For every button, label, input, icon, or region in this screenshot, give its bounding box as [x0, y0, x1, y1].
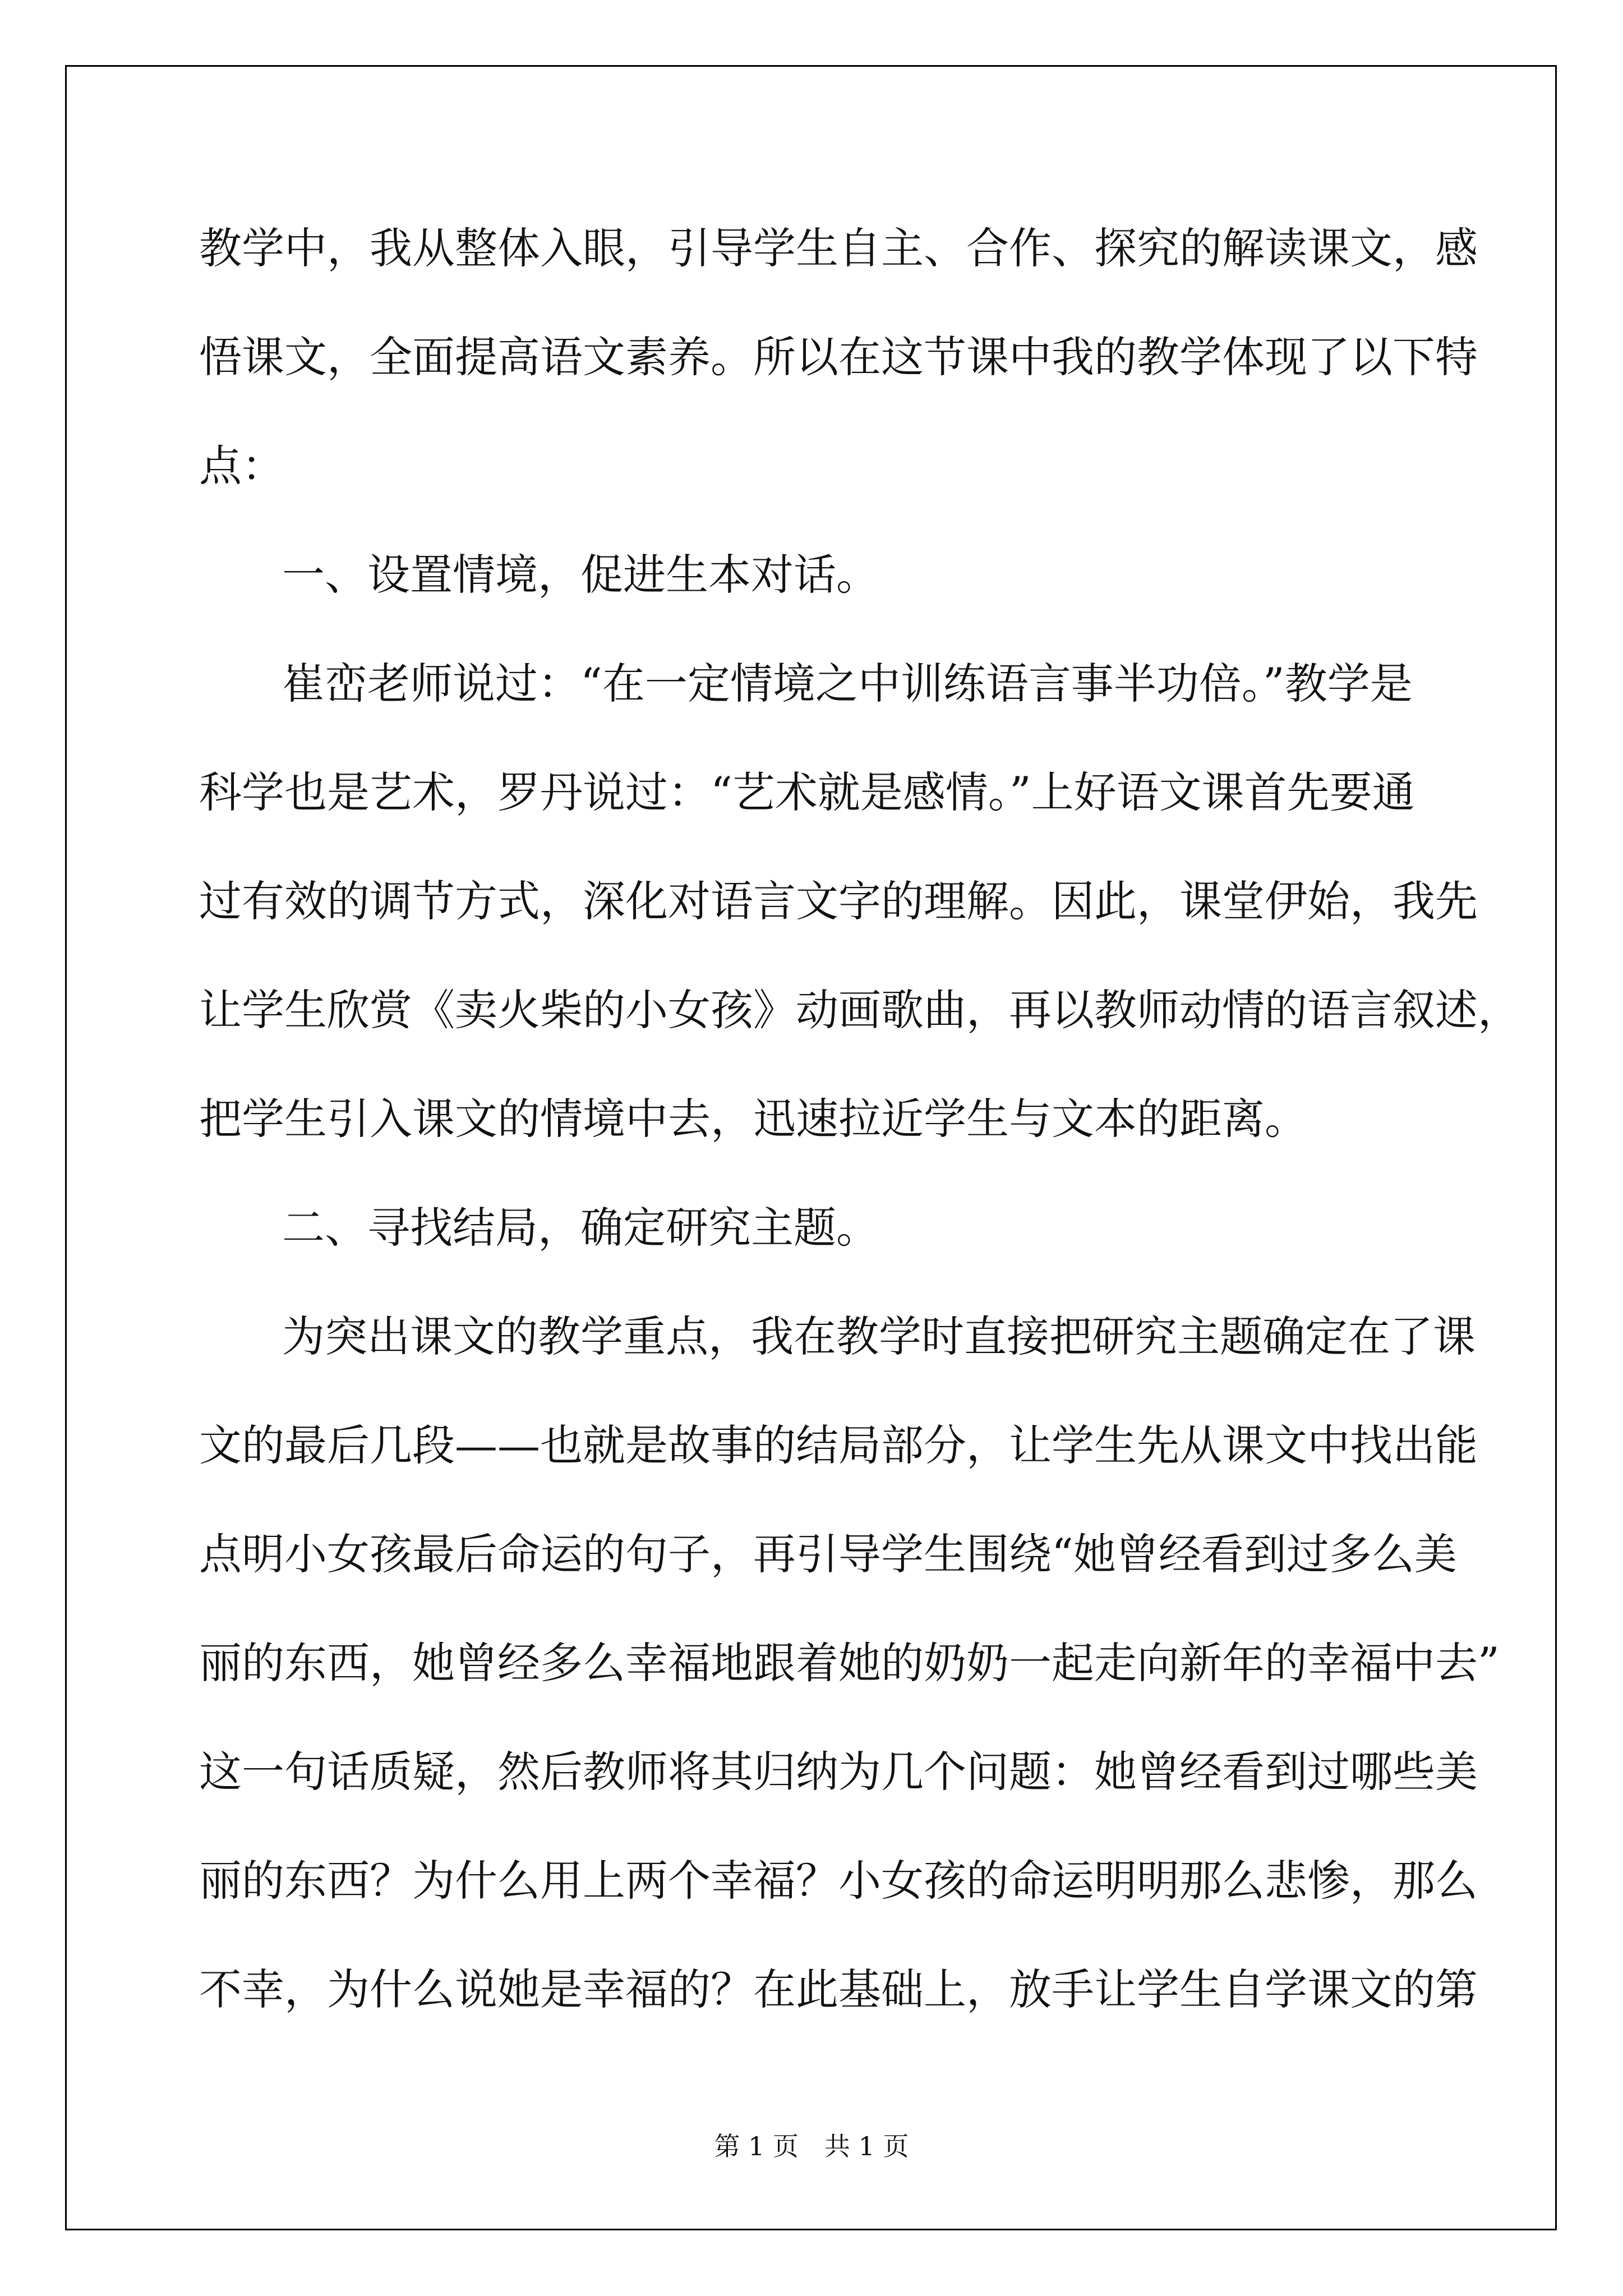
text-line: 让学生欣赏《卖火柴的小女孩》动画歌曲，再以教师动情的语言叙述，: [199, 985, 1520, 1035]
text-line: 不幸，为什么说她是幸福的？在此基础上，放手让学生自学课文的第: [199, 1964, 1478, 2014]
page-footer: [0, 2126, 1623, 2163]
text-line: 这一句话质疑，然后教师将其归纳为几个问题：她曾经看到过哪些美: [199, 1747, 1478, 1797]
text-line: 文的最后几段——也就是故事的结局部分，让学生先从课文中找出能: [199, 1420, 1478, 1470]
text-line: 崔峦老师说过：“在一定情境之中训练语言事半功倍。”教学是: [282, 659, 1413, 708]
text-line: 把学生引入课文的情境中去，迅速拉近学生与文本的距离。: [199, 1094, 1307, 1144]
text-line: 悟课文，全面提高语文素养。所以在这节课中我的教学体现了以下特: [199, 332, 1478, 382]
document-body: [199, 222, 1520, 2072]
page-number: 第 1 页 共 1 页: [714, 2131, 909, 2161]
text-line: 为突出课文的教学重点，我在教学时直接把研究主题确定在了课: [282, 1312, 1476, 1361]
text-line: 过有效的调节方式，深化对语言文字的理解。因此，课堂伊始，我先: [199, 876, 1478, 926]
section-heading: 二、寻找结局，确定研究主题。: [282, 1203, 879, 1253]
text-line: 丽的东西？为什么用上两个幸福？小女孩的命运明明那么悲惨，那么: [199, 1856, 1478, 1906]
text-line: 点明小女孩最后命运的句子，再引导学生围绕“她曾经看到过多么美: [199, 1529, 1457, 1579]
text-line: 科学也是艺术，罗丹说过：“艺术就是感情。”上好语文课首先要通: [199, 767, 1415, 817]
text-line: 教学中，我从整体入眼，引导学生自主、合作、探究的解读课文，感: [199, 223, 1478, 273]
text-line: 点：: [199, 441, 284, 491]
text-line: 丽的东西，她曾经多么幸福地跟着她的奶奶一起走向新年的幸福中去”: [199, 1638, 1500, 1688]
section-heading: 一、设置情境，促进生本对话。: [282, 550, 879, 600]
